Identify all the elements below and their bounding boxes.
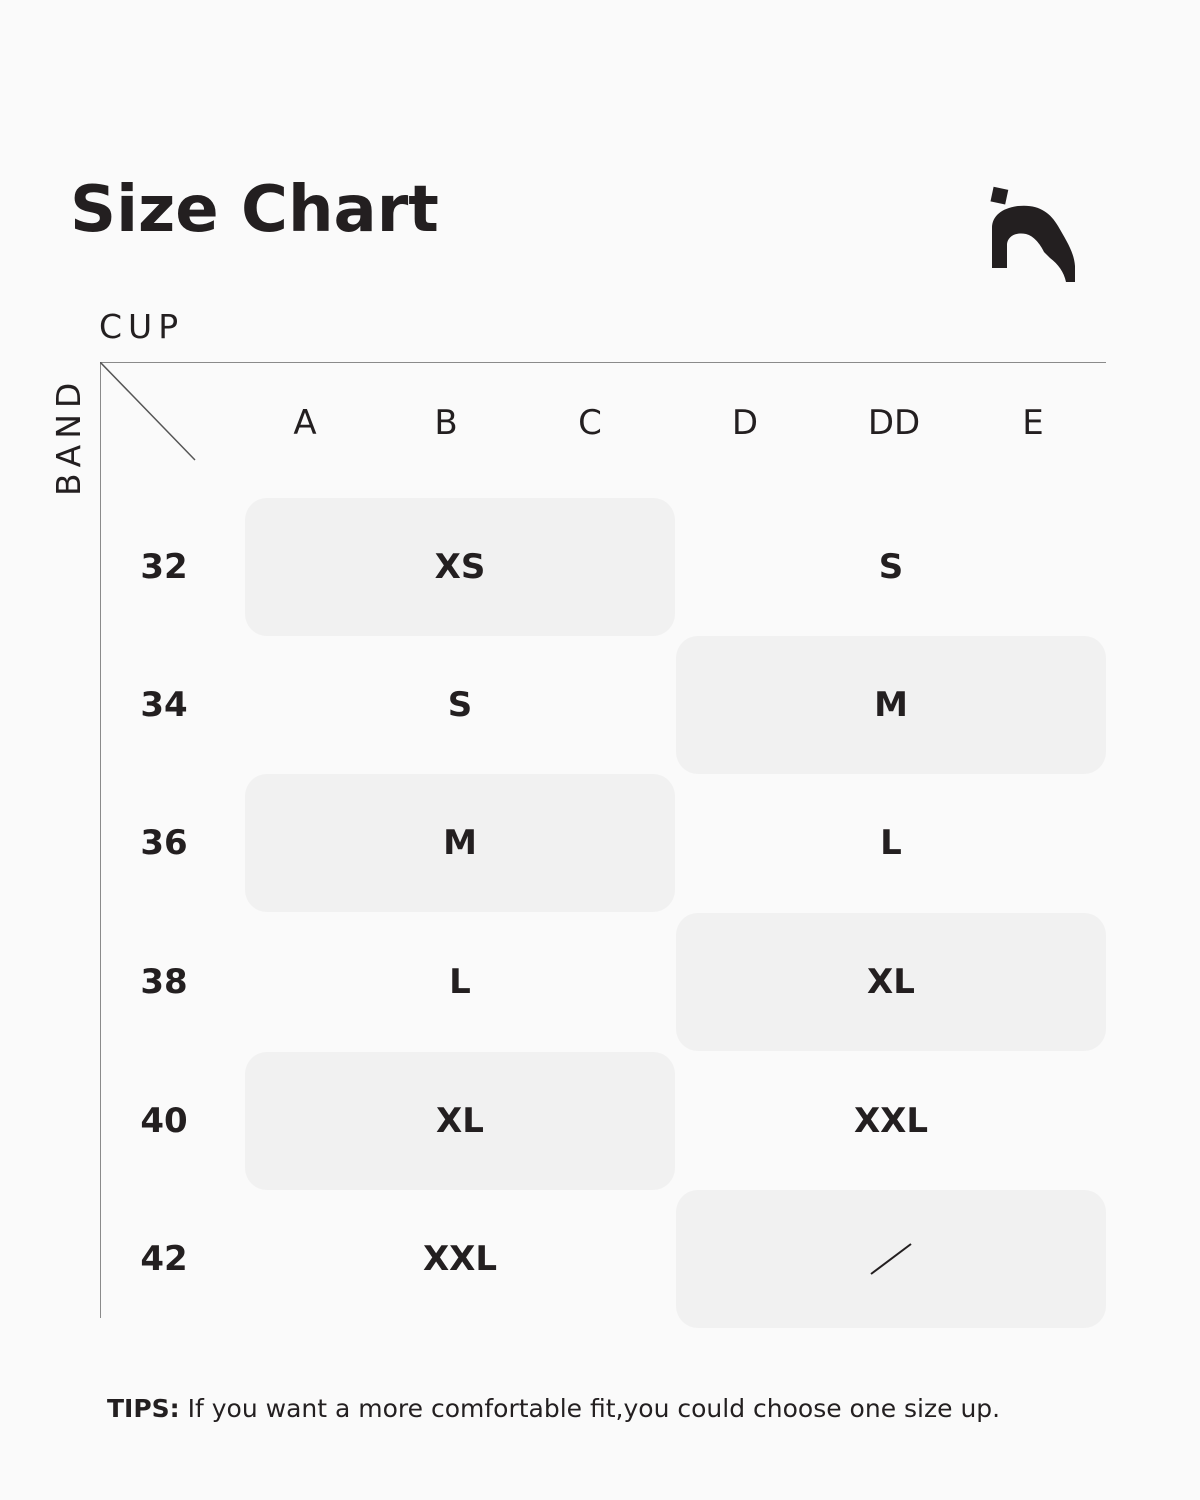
- band-axis-line: [100, 362, 101, 1318]
- corner-diagonal: [100, 362, 200, 462]
- cup-header-dd: DD: [867, 403, 921, 443]
- band-row-label-38: 38: [140, 962, 188, 1002]
- band-row-label-32: 32: [140, 547, 188, 587]
- size-cell-band-36-cups-a-c: [245, 774, 675, 912]
- cup-axis-line: [100, 362, 1106, 363]
- page-title: Size Chart: [70, 173, 439, 247]
- band-row-label-42: 42: [140, 1239, 188, 1279]
- cup-header-d: D: [731, 403, 759, 443]
- size-cell-band-38-cups-d-e: [676, 913, 1106, 1051]
- size-value: XXL: [853, 1101, 929, 1141]
- band-row-label-40: 40: [140, 1101, 188, 1141]
- size-value: S: [447, 685, 473, 725]
- size-value: XL: [867, 962, 915, 1002]
- size-cell-band-38-cups-a-c: [245, 913, 675, 1051]
- cup-header-b: B: [434, 403, 458, 443]
- size-cell-band-34-cups-d-e: [676, 636, 1106, 774]
- diagonal-slash-icon: [869, 1241, 913, 1277]
- size-value: S: [878, 547, 904, 587]
- band-row-label-34: 34: [140, 685, 188, 725]
- size-value: L: [880, 823, 902, 863]
- size-value: M: [874, 685, 908, 725]
- size-cell-band-42-cups-d-e: [676, 1190, 1106, 1328]
- size-cell-band-40-cups-d-e: [676, 1052, 1106, 1190]
- tips-label: TIPS:: [107, 1394, 180, 1423]
- size-cell-band-34-cups-a-c: [245, 636, 675, 774]
- size-cell-band-40-cups-a-c: [245, 1052, 675, 1190]
- cup-header-c: C: [578, 403, 602, 443]
- size-value: XL: [436, 1101, 484, 1141]
- band-axis-label: BAND: [49, 376, 88, 496]
- band-row-label-36: 36: [140, 823, 188, 863]
- cup-header-a: A: [293, 403, 317, 443]
- size-cell-band-32-cups-d-e: [676, 498, 1106, 636]
- size-cell-band-42-cups-a-c: [245, 1190, 675, 1328]
- size-cell-band-36-cups-d-e: [676, 774, 1106, 912]
- size-value: XXL: [422, 1239, 498, 1279]
- cup-header-e: E: [1022, 403, 1044, 443]
- size-value: M: [443, 823, 477, 863]
- tips-text: If you want a more comfortable fit,you could choose one size up.: [179, 1394, 1001, 1423]
- tips-note: [107, 1396, 1000, 1421]
- cup-axis-label: CUP: [99, 307, 185, 346]
- size-value: XS: [434, 547, 486, 587]
- size-cell-band-32-cups-a-c: [245, 498, 675, 636]
- size-value: L: [449, 962, 471, 1002]
- brand-logo-icon: [988, 186, 1078, 286]
